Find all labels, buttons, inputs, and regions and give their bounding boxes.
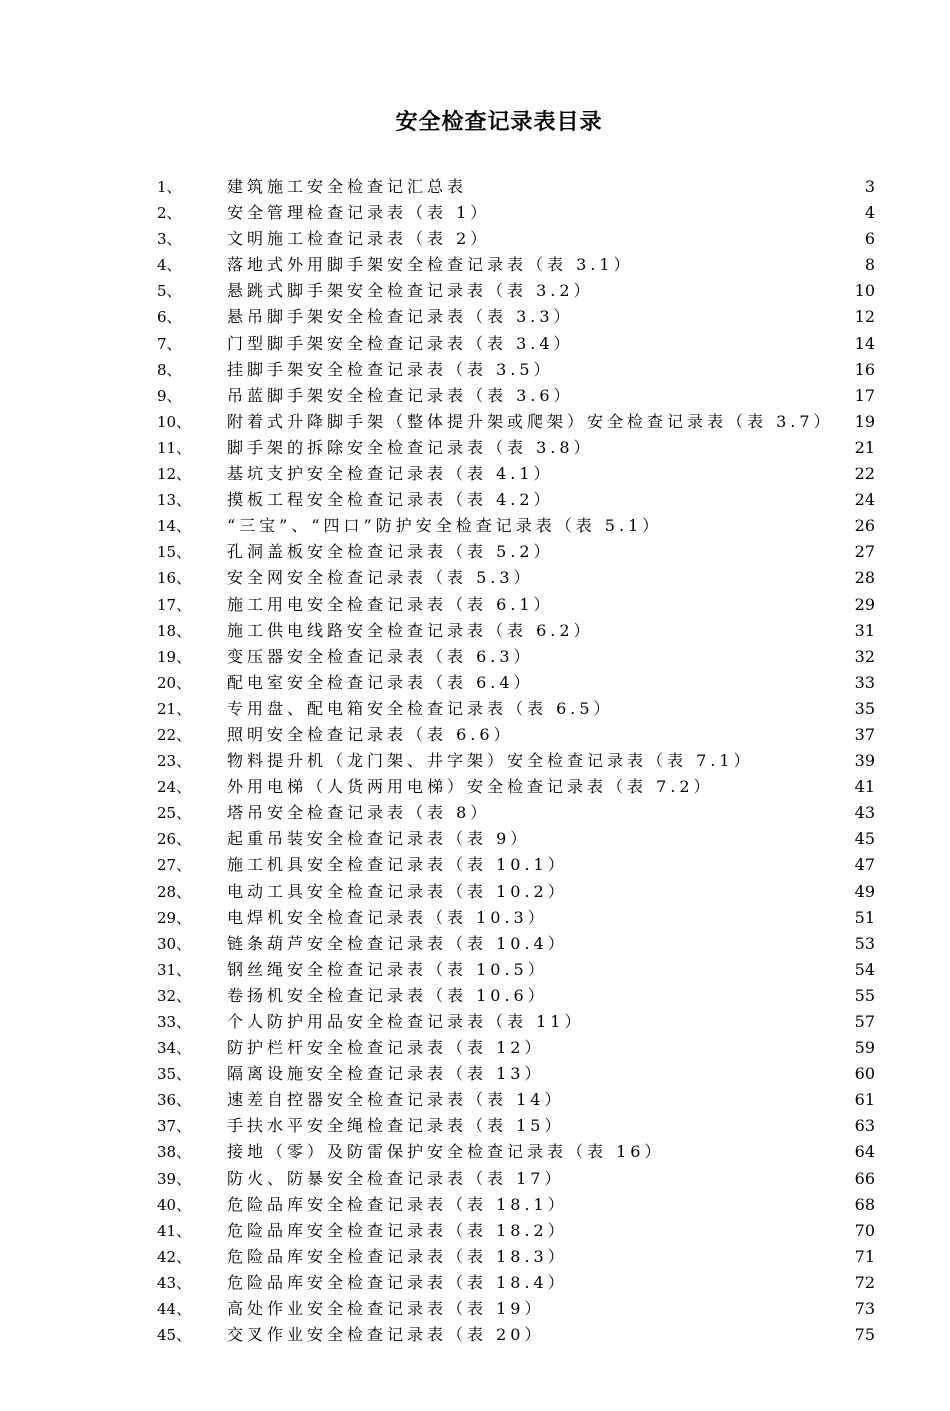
toc-entry[interactable] [0,670,950,696]
toc-entry-number: 27、 [157,856,192,875]
toc-entry[interactable] [0,539,950,565]
toc-entry-title: 危险品库安全检查记录表（表 18.4） [227,1272,568,1292]
toc-entry-title: 卷扬机安全检查记录表（表 10.6） [227,985,548,1005]
toc-entry-number: 16、 [157,569,192,588]
toc-entry-number: 40、 [157,1195,192,1214]
toc-entry-number: 19、 [157,647,192,666]
toc-entry[interactable] [0,487,950,513]
toc-entry[interactable] [0,1192,950,1218]
toc-entry[interactable] [0,592,950,618]
toc-entry-page-number: 64 [854,1142,875,1162]
toc-entry-number: 9、 [157,386,182,405]
toc-entry[interactable] [0,748,950,774]
toc-entry-page-number: 57 [854,1012,875,1031]
toc-entry-page-number: 31 [854,620,875,640]
toc-entry[interactable] [0,696,950,722]
toc-entry-title: 照明安全检查记录表（表 6.6） [227,724,514,744]
toc-entry-page-number: 14 [854,333,875,353]
toc-entry-number: 14、 [157,517,192,536]
toc-entry-title: 塔吊安全检查记录表（表 8） [227,803,491,823]
toc-entry-page-number: 72 [854,1272,875,1292]
toc-entry-page-number: 60 [854,1064,875,1084]
toc-entry-title: 脚手架的拆除安全检查记录表（表 3.8） [227,437,594,457]
toc-entry-number: 42、 [157,1247,192,1266]
toc-entry-number: 44、 [157,1300,192,1319]
toc-entry-number: 1、 [157,178,182,196]
toc-entry-title: 电焊机安全检查记录表（表 10.3） [227,907,548,927]
toc-entry-page-number: 70 [854,1220,875,1240]
toc-entry-number: 26、 [157,830,192,849]
toc-entry-page-number: 16 [854,359,875,379]
toc-entry-page-number: 22 [854,464,875,484]
toc-entry-page-number: 8 [864,255,875,275]
toc-entry-title: 物料提升机（龙门架、井字架）安全检查记录表（表 7.1） [227,751,754,771]
toc-entry-number: 15、 [157,543,192,562]
toc-entry-page-number: 49 [854,881,875,901]
toc-entry-number: 25、 [157,804,192,823]
toc-entry-number: 5、 [157,282,182,301]
toc-entry-number: 7、 [157,334,182,353]
toc-entry-page-number: 17 [854,385,875,405]
toc-entry[interactable] [0,957,950,983]
toc-entry-title: 孔洞盖板安全检查记录表（表 5.2） [227,542,554,562]
toc-entry[interactable] [0,1166,950,1192]
document-title: 安全检查记录表目录 [395,110,603,135]
toc-entry[interactable] [0,331,950,357]
toc-entry[interactable] [0,383,950,409]
toc-entry-number: 37、 [157,1117,192,1136]
toc-entry[interactable] [0,1244,950,1270]
toc-entry-title: 安全网安全检查记录表（表 5.3） [227,568,534,588]
toc-entry-title: 吊蓝脚手架安全检查记录表（表 3.6） [227,385,574,405]
toc-entry-number: 24、 [157,778,192,797]
toc-entry-title: 施工用电安全检查记录表（表 6.1） [227,594,554,614]
toc-entry-page-number: 28 [854,568,875,588]
toc-entry-page-number: 27 [854,542,875,562]
toc-entry-number: 22、 [157,725,192,744]
toc-entry-page-number: 59 [854,1038,875,1058]
toc-entry[interactable] [0,174,950,200]
toc-entry[interactable] [0,1296,950,1322]
toc-entry-page-number: 4 [864,203,875,223]
toc-entry-page-number: 71 [854,1246,875,1266]
toc-entry[interactable] [0,357,950,383]
toc-entry-page-number: 29 [854,594,875,614]
toc-entry-title: 速差自控器安全检查记录表（表 14） [227,1090,565,1110]
toc-entry-page-number: 61 [854,1090,875,1110]
toc-entry-title: 交叉作业安全检查记录表（表 20） [227,1325,545,1345]
toc-entry-page-number: 10 [854,281,875,301]
toc-entry-page-number: 24 [854,490,875,510]
toc-entry-page-number: 32 [854,646,875,666]
toc-entry-page-number: 47 [854,855,875,875]
toc-entry-number: 20、 [157,673,192,692]
toc-entry-number: 36、 [157,1091,192,1110]
toc-entry-number: 29、 [157,908,192,927]
toc-entry[interactable] [0,826,950,852]
toc-entry[interactable] [0,1009,950,1035]
toc-entry[interactable] [0,252,950,278]
toc-entry[interactable] [0,565,950,591]
toc-entry[interactable] [0,852,950,878]
toc-entry-title: 外用电梯（人货两用电梯）安全检查记录表（表 7.2） [227,777,714,797]
toc-entry-title: 高处作业安全检查记录表（表 19） [227,1299,545,1319]
toc-entry-page-number: 75 [854,1325,875,1345]
toc-entry-number: 8、 [157,360,182,379]
toc-entry-title: 落地式外用脚手架安全检查记录表（表 3.1） [227,255,634,275]
toc-entry-title: 挂脚手架安全检查记录表（表 3.5） [227,359,554,379]
table-of-contents [0,174,950,1348]
toc-entry[interactable] [0,905,950,931]
toc-entry-page-number: 35 [854,698,875,718]
toc-entry[interactable] [0,618,950,644]
toc-entry-title: 隔离设施安全检查记录表（表 13） [227,1064,545,1084]
toc-entry-number: 31、 [157,960,192,979]
toc-entry[interactable] [0,200,950,226]
toc-entry-number: 34、 [157,1039,192,1058]
toc-entry-title: 钢丝绳安全检查记录表（表 10.5） [227,959,548,979]
toc-entry-number: 2、 [157,204,182,223]
toc-entry-title: 个人防护用品安全检查记录表（表 11） [227,1012,585,1031]
toc-entry-number: 32、 [157,986,192,1005]
toc-entry[interactable] [0,1270,950,1296]
toc-entry[interactable] [0,644,950,670]
toc-entry-title: 手扶水平安全绳检查记录表（表 15） [227,1116,565,1136]
toc-entry-title: “三宝”、“四口”防护安全检查记录表（表 5.1） [227,516,663,536]
toc-entry-title: 安全管理检查记录表（表 1） [227,203,491,223]
toc-entry-page-number: 51 [854,907,875,927]
toc-entry-page-number: 33 [854,672,875,692]
toc-entry[interactable] [0,1139,950,1165]
toc-entry-number: 23、 [157,752,192,771]
toc-entry-page-number: 66 [854,1168,875,1188]
toc-entry-title: 配电室安全检查记录表（表 6.4） [227,672,534,692]
toc-entry-title: 防火、防暴安全检查记录表（表 17） [227,1168,565,1188]
toc-entry[interactable] [0,1061,950,1087]
toc-entry[interactable] [0,1218,950,1244]
toc-entry[interactable] [0,513,950,539]
toc-entry-title: 施工机具安全检查记录表（表 10.1） [227,855,568,875]
toc-entry-number: 12、 [157,465,192,484]
toc-entry[interactable] [0,800,950,826]
toc-entry-title: 危险品库安全检查记录表（表 18.3） [227,1246,568,1266]
toc-entry[interactable] [0,1113,950,1139]
toc-entry[interactable] [0,1087,950,1113]
toc-entry-page-number: 73 [854,1299,875,1319]
toc-entry-title: 危险品库安全检查记录表（表 18.1） [227,1194,568,1214]
toc-entry-page-number: 21 [854,437,875,457]
toc-entry-number: 4、 [157,256,182,275]
toc-entry-page-number: 39 [854,751,875,771]
toc-entry-title: 基坑支护安全检查记录表（表 4.1） [227,464,554,484]
toc-entry[interactable] [0,879,950,905]
toc-entry-page-number: 12 [854,307,875,327]
toc-entry-page-number: 54 [854,959,875,979]
toc-entry-page-number: 37 [854,724,875,744]
toc-entry-page-number: 43 [854,803,875,823]
toc-entry-number: 45、 [157,1326,192,1345]
toc-entry-title: 起重吊装安全检查记录表（表 9） [227,829,531,849]
toc-entry-title: 施工供电线路安全检查记录表（表 6.2） [227,620,594,640]
toc-entry[interactable] [0,409,950,435]
toc-entry-page-number: 41 [854,777,875,797]
toc-entry[interactable] [0,931,950,957]
toc-entry-number: 43、 [157,1273,192,1292]
toc-entry-title: 链条葫芦安全检查记录表（表 10.4） [227,933,568,953]
toc-entry-title: 变压器安全检查记录表（表 6.3） [227,646,534,666]
toc-entry-title: 门型脚手架安全检查记录表（表 3.4） [227,333,574,353]
toc-entry-title: 电动工具安全检查记录表（表 10.2） [227,881,568,901]
toc-entry-page-number: 6 [864,229,875,249]
toc-entry-number: 28、 [157,882,192,901]
toc-entry-title: 摸板工程安全检查记录表（表 4.2） [227,490,554,510]
toc-entry[interactable] [0,722,950,748]
toc-entry-number: 18、 [157,621,192,640]
toc-entry-title: 悬跳式脚手架安全检查记录表（表 3.2） [227,281,594,301]
toc-entry-number: 21、 [157,699,192,718]
toc-entry-page-number: 3 [864,177,875,196]
toc-entry-title: 建筑施工安全检查记汇总表 [227,177,468,196]
toc-entry-number: 17、 [157,595,192,614]
toc-entry[interactable] [0,1035,950,1061]
toc-entry-title: 附着式升降脚手架（整体提升架或爬架）安全检查记录表（表 3.7） [227,411,834,431]
toc-entry[interactable] [0,1322,950,1348]
toc-entry-title: 接地（零）及防雷保护安全检查记录表（表 16） [227,1142,665,1162]
toc-entry-page-number: 55 [854,985,875,1005]
toc-entry-number: 35、 [157,1065,192,1084]
toc-entry-number: 41、 [157,1221,192,1240]
toc-entry[interactable] [0,774,950,800]
toc-entry-page-number: 53 [854,933,875,953]
toc-entry[interactable] [0,461,950,487]
toc-entry-title: 危险品库安全检查记录表（表 18.2） [227,1220,568,1240]
toc-entry[interactable] [0,435,950,461]
toc-entry-number: 6、 [157,308,182,327]
toc-entry-number: 39、 [157,1169,192,1188]
toc-entry-number: 3、 [157,230,182,249]
toc-entry-number: 11、 [157,438,192,457]
toc-entry[interactable] [0,226,950,252]
toc-entry-title: 专用盘、配电箱安全检查记录表（表 6.5） [227,698,614,718]
toc-entry-number: 33、 [157,1013,192,1031]
toc-entry-page-number: 68 [854,1194,875,1214]
toc-entry-title: 文明施工检查记录表（表 2） [227,229,491,249]
toc-entry-title: 悬吊脚手架安全检查记录表（表 3.3） [227,307,574,327]
toc-entry-page-number: 63 [854,1116,875,1136]
toc-entry-number: 38、 [157,1143,192,1162]
toc-entry-page-number: 26 [854,516,875,536]
toc-entry-number: 30、 [157,934,192,953]
toc-entry[interactable] [0,983,950,1009]
toc-entry-number: 10、 [157,412,192,431]
toc-entry-number: 13、 [157,491,192,510]
toc-entry-title: 防护栏杆安全检查记录表（表 12） [227,1038,545,1058]
toc-entry[interactable] [0,278,950,304]
toc-entry-page-number: 19 [854,411,875,431]
toc-entry-page-number: 45 [854,829,875,849]
toc-entry[interactable] [0,304,950,330]
